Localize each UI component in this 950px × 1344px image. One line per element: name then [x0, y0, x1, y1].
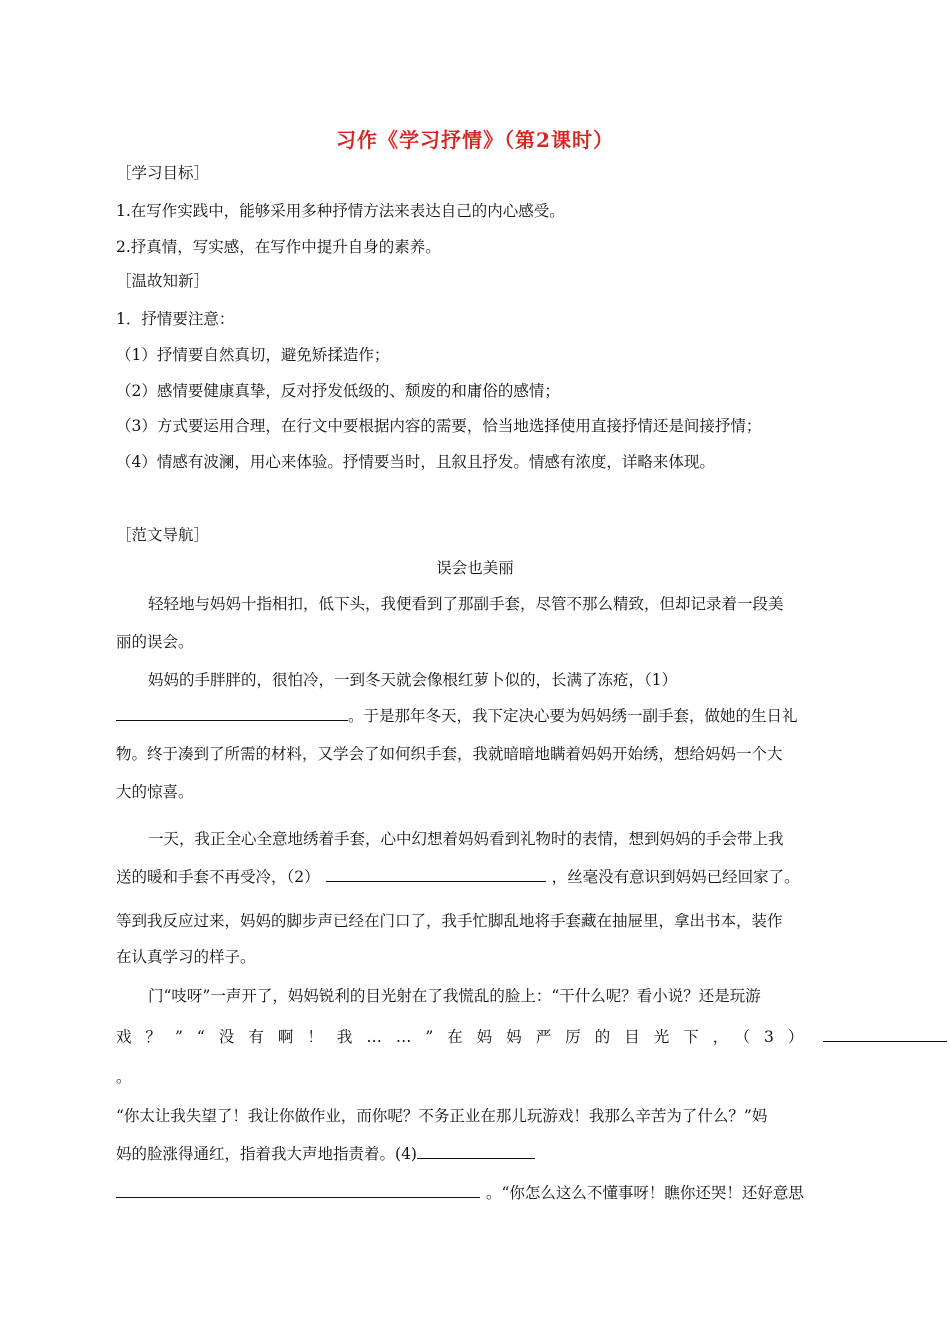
essay-paragraph-line: 。 — [116, 1068, 132, 1086]
essay-paragraph-line: 物。终于凑到了所需的材料，又学会了如何织手套，我就暗暗地瞒着妈妈开始绣，想给妈妈一个大 — [116, 745, 783, 763]
essay-blank-line-4: 妈的脸涨得通红，指着我大声地指责着。(4) — [116, 1144, 535, 1164]
answer-blank-4[interactable] — [417, 1144, 535, 1159]
review-item-4: （4）情感有波澜，用心来体验。抒情要当时，且叙且抒发。情感有浓度，详略来体现。 — [116, 453, 715, 471]
answer-blank-3[interactable] — [823, 1027, 947, 1042]
answer-blank-2[interactable] — [326, 867, 546, 882]
essay-title: 误会也美丽 — [436, 559, 514, 577]
review-intro: 1．抒情要注意： — [116, 310, 235, 328]
review-header: ［温故知新］ — [116, 272, 210, 290]
essay-paragraph-line: 在认真学习的样子。 — [116, 948, 256, 966]
review-item-3: （3）方式要运用合理，在行文中要根据内容的需要，恰当地选择使用直接抒情还是间接抒情； — [116, 417, 762, 435]
essay-header: ［范文导航］ — [116, 526, 210, 544]
objective-item-2: 2.抒真情，写实感，在写作中提升自身的素养。 — [116, 238, 441, 256]
essay-blank-line-2: 送的暖和手套不再受冷，（2） ，丝毫没有意识到妈妈已经回家了。 — [116, 868, 800, 886]
essay-paragraph-line: “你太让我失望了！我让你做作业，而你呢？不务正业在那儿玩游戏！我那么辛苦为了什么？”妈 — [116, 1107, 768, 1125]
objective-item-1: 1.在写作实践中，能够采用多种抒情方法来表达自己的内心感受。 — [116, 202, 565, 220]
essay-paragraph-line: 丽的误会。 — [116, 633, 194, 651]
essay-paragraph-line: 门“吱呀”一声开了，妈妈锐利的目光射在了我慌乱的脸上：“干什么呢？看小说？还是玩游 — [148, 987, 761, 1005]
essay-blank-line-1: 。于是那年冬天，我下定决心要为妈妈绣一副手套，做她的生日礼 — [116, 706, 798, 726]
essay-paragraph-line: 大的惊喜。 — [116, 783, 194, 801]
review-item-1: （1）抒情要自然真切，避免矫揉造作； — [116, 346, 390, 364]
essay-paragraph-line: 等到我反应过来，妈妈的脚步声已经在门口了，我手忙脚乱地将手套藏在抽屉里，拿出书本，装作 — [116, 912, 783, 930]
essay-paragraph-line: 轻轻地与妈妈十指相扣，低下头，我便看到了那副手套，尽管不那么精致，但却记录着一段美 — [148, 595, 784, 613]
objectives-header: ［学习目标］ — [116, 164, 210, 182]
answer-blank-5[interactable] — [116, 1183, 480, 1198]
answer-blank-1[interactable] — [116, 706, 348, 721]
review-item-2: （2）感情要健康真挚，反对抒发低级的、颓废的和庸俗的感情； — [116, 382, 560, 400]
essay-paragraph-line: 妈妈的手胖胖的，很怕冷，一到冬天就会像根红萝卜似的，长满了冻疮，（1） — [148, 671, 678, 689]
document-title: 习作《学习抒情》（第2课时） — [336, 128, 614, 152]
essay-paragraph-line: 一天，我正全心全意地绣着手套，心中幻想着妈妈看到礼物时的表情，想到妈妈的手会带上我 — [148, 830, 784, 848]
essay-blank-line-5: 。“你怎么这么不懂事呀！瞧你还哭！还好意思 — [116, 1183, 804, 1203]
essay-blank-line-3: 戏？”“没有啊！我……”在妈妈严厉的目光下，（3） — [116, 1027, 947, 1047]
